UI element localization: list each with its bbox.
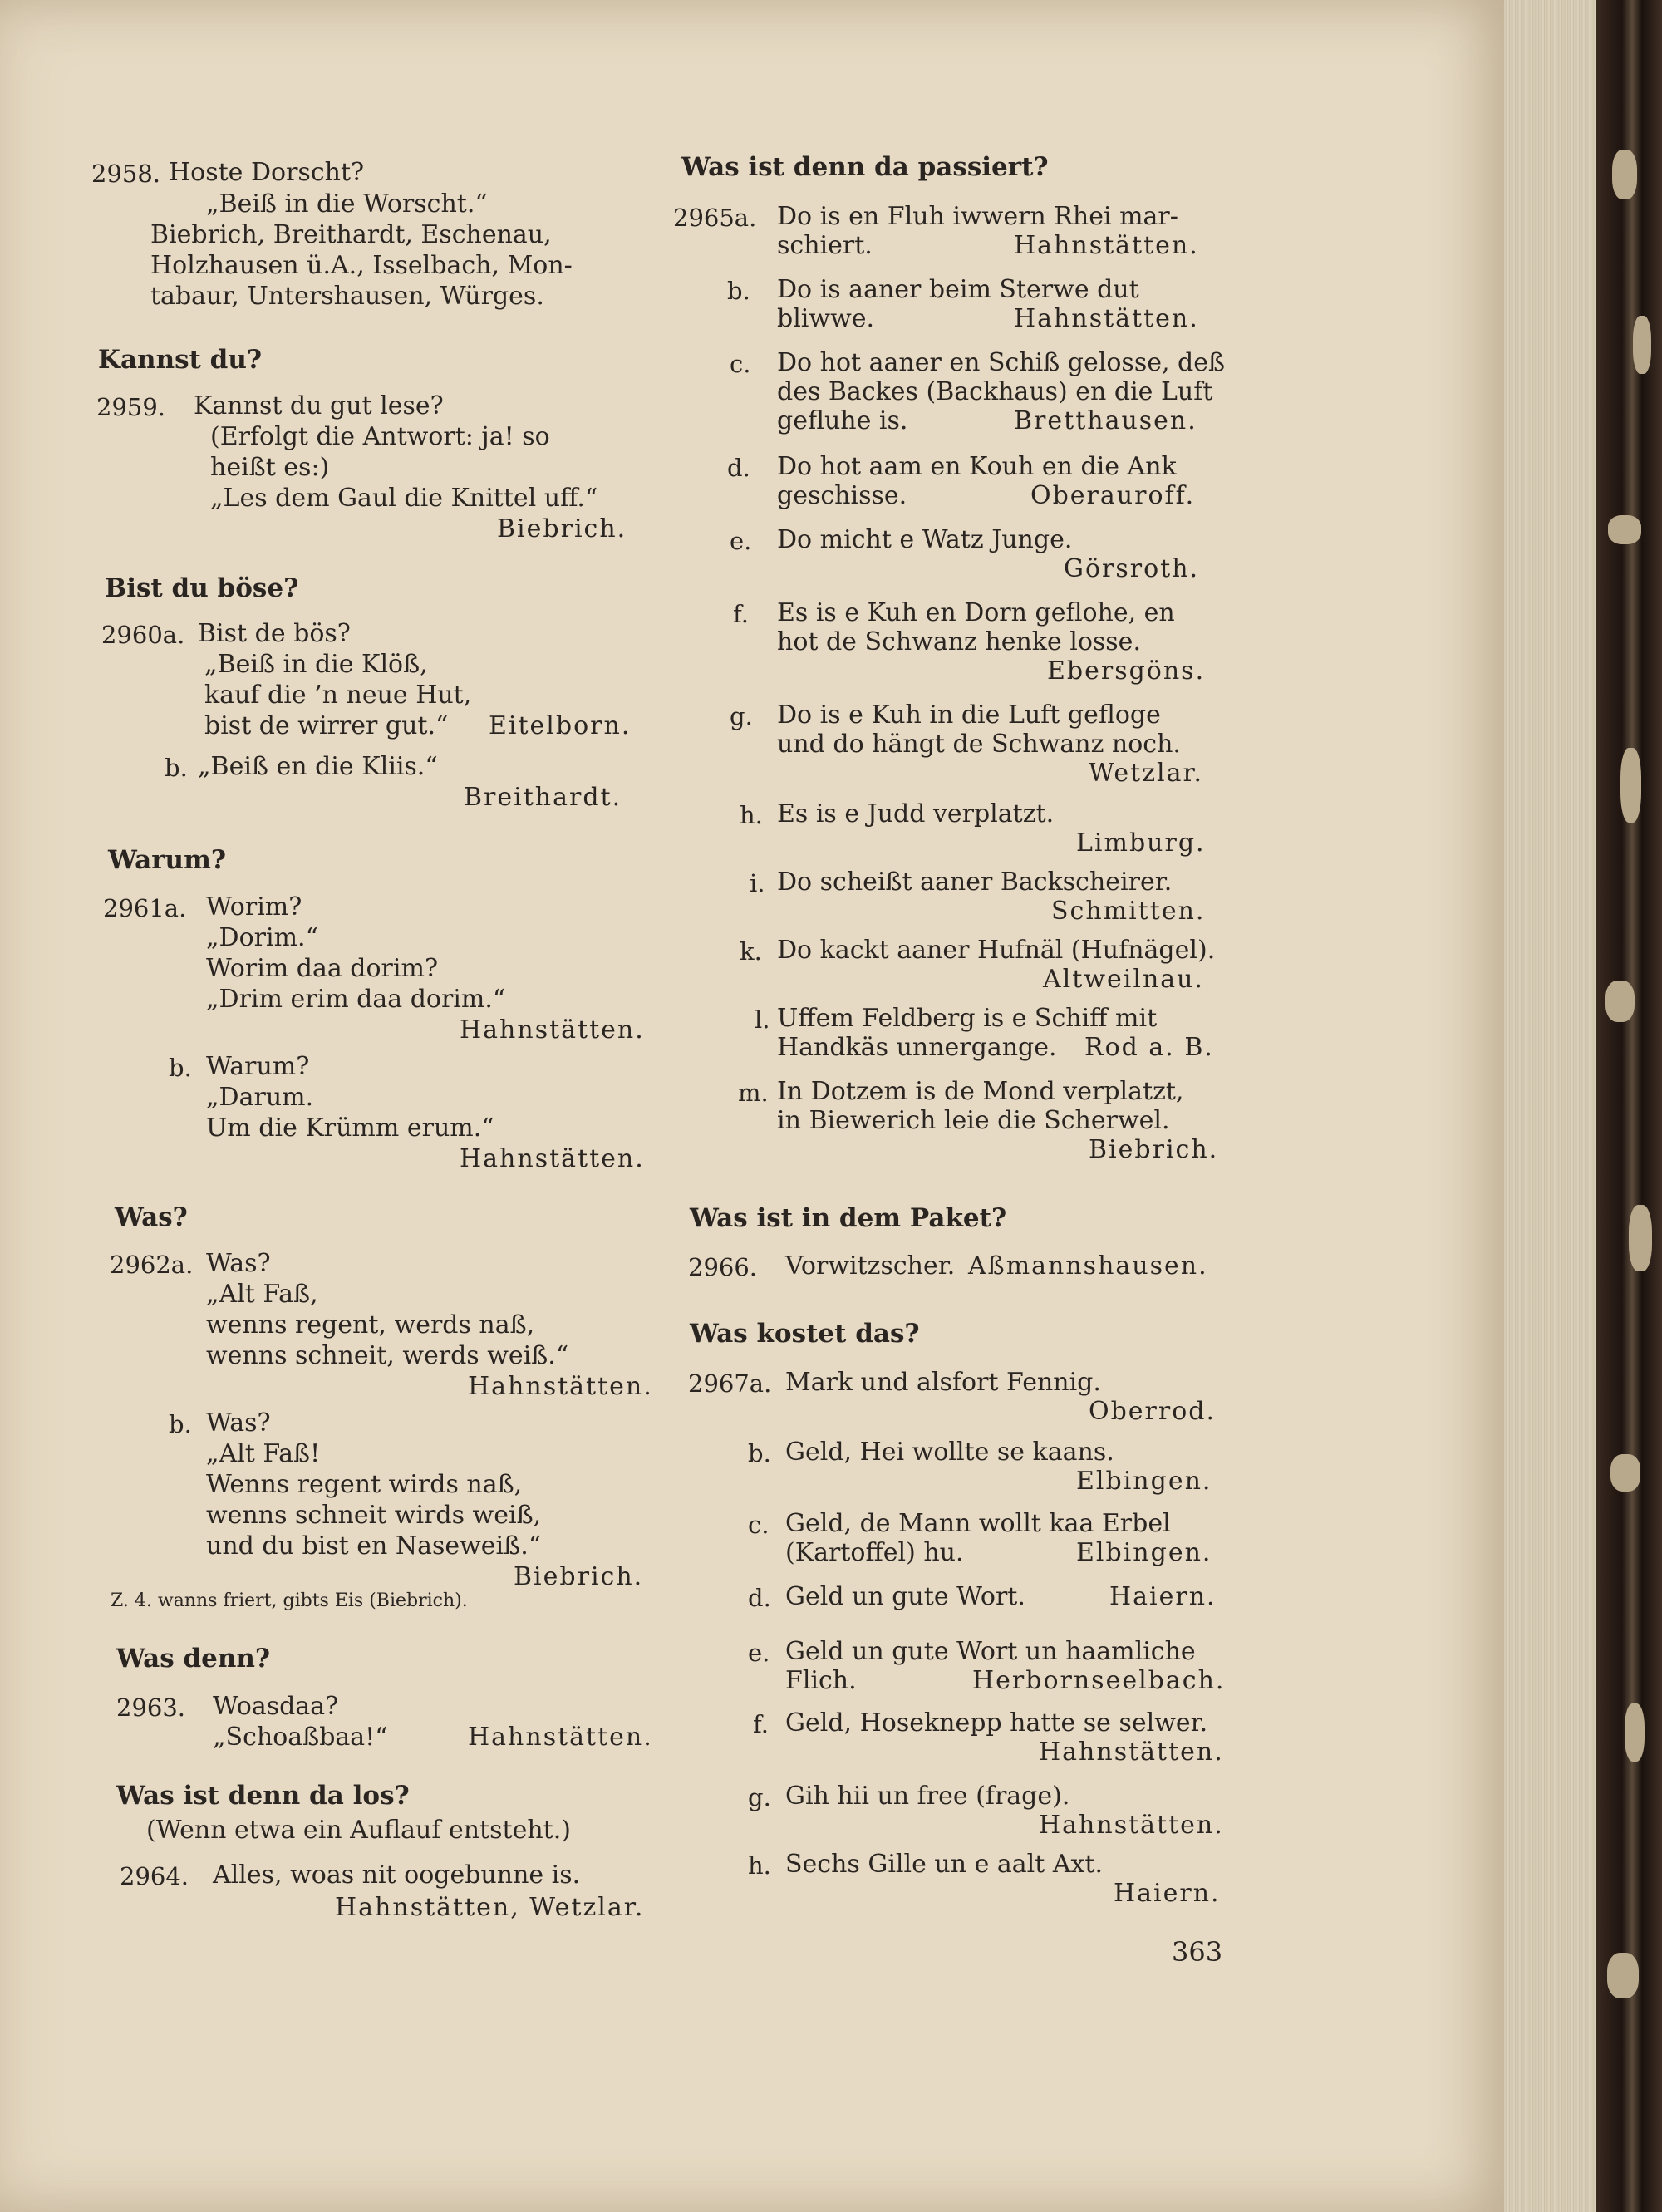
entry-number: c. bbox=[748, 1511, 770, 1539]
section-heading: Warum? bbox=[108, 845, 227, 875]
entry-line: Do is aaner beim Sterwe dut bbox=[777, 275, 1139, 304]
entry-number: b. bbox=[165, 754, 188, 782]
entry-line: Es is e Kuh en Dorn geflohe, en bbox=[777, 598, 1175, 627]
entry-number: 2962a. bbox=[110, 1251, 194, 1279]
entry-number: m. bbox=[738, 1079, 769, 1107]
entry-number: 2966. bbox=[688, 1253, 758, 1281]
place-name: Biebrich. bbox=[514, 1562, 644, 1591]
entry-number: 2958. bbox=[91, 160, 161, 188]
place-name: Hahnstätten. bbox=[1014, 231, 1199, 260]
entry-line: geschisse. bbox=[777, 481, 907, 510]
place-name: Aßmannshausen. bbox=[968, 1251, 1208, 1281]
entry-line: Geld un gute Wort un haamliche bbox=[785, 1637, 1196, 1666]
entry-line: (Kartoffel) hu. bbox=[785, 1538, 964, 1567]
entry-line: „Schoaßbaa!“ bbox=[213, 1723, 388, 1752]
entry-line: wenns schneit, werds weiß.“ bbox=[206, 1341, 569, 1370]
place-name: Bretthausen. bbox=[1014, 406, 1197, 435]
place-name: Haiern. bbox=[1114, 1879, 1221, 1908]
entry-line: In Dotzem is de Mond verplatzt, bbox=[777, 1077, 1184, 1106]
place-name: Limburg. bbox=[1076, 828, 1206, 858]
entry-number: h. bbox=[748, 1851, 771, 1880]
place-name: Rod a. B. bbox=[1084, 1033, 1214, 1062]
entry-line: Warum? bbox=[206, 1052, 310, 1081]
entry-number: g. bbox=[748, 1783, 771, 1811]
entry-line: Vorwitzscher. bbox=[785, 1251, 956, 1281]
entry-line: Do hot aam en Kouh en die Ank bbox=[777, 452, 1177, 481]
entry-number: g. bbox=[730, 702, 753, 730]
entry-line: Geld, de Mann wollt kaa Erbel bbox=[785, 1509, 1171, 1538]
entry-number: 2964. bbox=[120, 1862, 189, 1890]
entry-number: k. bbox=[740, 937, 762, 966]
entry-line: heißt es:) bbox=[210, 453, 330, 482]
entry-line: bliwwe. bbox=[777, 304, 875, 333]
entry-number: f. bbox=[733, 600, 749, 628]
entry-number: e. bbox=[730, 527, 752, 555]
entry-line: „Alt Faß! bbox=[206, 1439, 321, 1468]
entry-line: Handkäs unnergange. bbox=[777, 1033, 1057, 1062]
footnote: Z. 4. wanns friert, gibts Eis (Biebrich). bbox=[111, 1590, 468, 1611]
entry-line: Biebrich, Breithardt, Eschenau, bbox=[150, 220, 552, 249]
place-name: Hahnstätten. bbox=[468, 1723, 653, 1752]
entry-line: Was? bbox=[206, 1408, 271, 1438]
section-heading: Was denn? bbox=[116, 1644, 271, 1674]
entry-line: „Beiß in die Klöß, bbox=[204, 650, 428, 679]
entry-line: Geld un gute Wort. bbox=[785, 1582, 1025, 1611]
entry-number: f. bbox=[753, 1710, 769, 1738]
entry-line: tabaur, Untershausen, Würges. bbox=[150, 282, 544, 311]
entry-line: Do hot aaner en Schiß gelosse, deß bbox=[777, 348, 1226, 377]
place-name: Görsroth. bbox=[1064, 554, 1200, 583]
entry-line: wenns schneit wirds weiß, bbox=[206, 1501, 542, 1530]
section-heading: Kannst du? bbox=[98, 345, 263, 375]
entry-line: und du bist en Naseweiß.“ bbox=[206, 1531, 542, 1561]
entry-line: Mark und alsfort Fennig. bbox=[785, 1368, 1101, 1397]
entry-number: h. bbox=[740, 801, 763, 829]
place-name: Oberauroff. bbox=[1030, 481, 1196, 510]
entry-line: Hoste Dorscht? bbox=[169, 158, 365, 187]
entry-number: b. bbox=[727, 277, 750, 305]
section-heading: Was ist denn da los? bbox=[116, 1781, 410, 1811]
entry-number: b. bbox=[169, 1054, 192, 1082]
entry-line: schiert. bbox=[777, 231, 873, 260]
place-name: Schmitten. bbox=[1051, 897, 1206, 926]
entry-line: in Biewerich leie die Scherwel. bbox=[777, 1106, 1170, 1135]
entry-line: kauf die ’n neue Hut, bbox=[204, 681, 472, 710]
entry-line: gefluhe is. bbox=[777, 406, 908, 435]
entry-line: Worim? bbox=[206, 892, 302, 922]
entry-line: Bist de bös? bbox=[198, 619, 351, 648]
entry-line: des Backes (Backhaus) en die Luft bbox=[777, 377, 1213, 406]
entry-line: „Darum. bbox=[206, 1083, 314, 1112]
section-subheading: (Wenn etwa ein Auflauf entsteht.) bbox=[146, 1816, 571, 1845]
section-heading: Was kostet das? bbox=[690, 1319, 920, 1349]
place-name: Hahnstätten. bbox=[1039, 1811, 1224, 1840]
entry-number: b. bbox=[169, 1410, 192, 1438]
entry-line: Do kackt aaner Hufnäl (Hufnägel). bbox=[777, 936, 1216, 965]
place-name: Hahnstätten. bbox=[468, 1372, 653, 1401]
entry-line: und do hängt de Schwanz noch. bbox=[777, 730, 1181, 759]
entry-number: d. bbox=[727, 454, 750, 482]
entry-number: 2963. bbox=[116, 1693, 186, 1722]
place-name: Altweilnau. bbox=[1043, 965, 1205, 994]
entry-line: wenns regent, werds naß, bbox=[206, 1310, 535, 1339]
entry-line: (Erfolgt die Antwort: ja! so bbox=[210, 422, 550, 451]
entry-line: „Les dem Gaul die Knittel uff.“ bbox=[210, 484, 598, 513]
entry-number: b. bbox=[748, 1439, 771, 1467]
entry-line: „Beiß en die Kliis.“ bbox=[198, 752, 438, 781]
entry-line: Kannst du gut lese? bbox=[194, 391, 444, 420]
entry-line: Wenns regent wirds naß, bbox=[206, 1470, 523, 1499]
entry-number: i. bbox=[750, 869, 765, 897]
section-heading: Was ist in dem Paket? bbox=[690, 1203, 1007, 1233]
place-name: Herbornseelbach. bbox=[972, 1666, 1226, 1695]
entry-line: Uffem Feldberg is e Schiff mit bbox=[777, 1004, 1158, 1033]
section-heading: Was ist denn da passiert? bbox=[681, 152, 1049, 182]
entry-line: Geld, Hei wollte se kaans. bbox=[785, 1438, 1114, 1467]
place-name: Biebrich. bbox=[1089, 1135, 1219, 1164]
entry-line: Do scheißt aaner Backscheirer. bbox=[777, 868, 1173, 897]
place-name: Hahnstätten. bbox=[1014, 304, 1199, 333]
place-name: Oberrod. bbox=[1089, 1397, 1217, 1426]
entry-line: Do micht e Watz Junge. bbox=[777, 525, 1073, 554]
place-name: Hahnstätten, Wetzlar. bbox=[335, 1893, 645, 1922]
entry-line: „Beiß in die Worscht.“ bbox=[206, 189, 488, 219]
entry-line: Do is e Kuh in die Luft gefloge bbox=[777, 700, 1161, 730]
place-name: Elbingen. bbox=[1076, 1538, 1212, 1567]
entry-number: 2959. bbox=[96, 393, 166, 421]
entry-line: Es is e Judd verplatzt. bbox=[777, 799, 1055, 828]
entry-line: Woasdaa? bbox=[213, 1692, 339, 1721]
place-name: Breithardt. bbox=[464, 783, 622, 812]
entry-line: „Dorim.“ bbox=[206, 923, 318, 952]
entry-number: 2961a. bbox=[103, 894, 187, 922]
entry-number: 2965a. bbox=[673, 204, 757, 232]
place-name: Hahnstätten. bbox=[460, 1015, 645, 1045]
entry-line: Was? bbox=[206, 1249, 271, 1278]
entry-line: Alles, woas nit oogebunne is. bbox=[213, 1861, 581, 1890]
entry-line: Do is en Fluh iwwern Rhei mar- bbox=[777, 202, 1178, 231]
entry-number: c. bbox=[730, 350, 751, 378]
section-heading: Was? bbox=[115, 1202, 188, 1232]
entry-line: Um die Krümm erum.“ bbox=[206, 1113, 494, 1143]
page-number: 363 bbox=[1172, 1936, 1223, 1968]
place-name: Elbingen. bbox=[1076, 1467, 1212, 1496]
place-name: Eitelborn. bbox=[489, 711, 632, 740]
section-heading: Bist du böse? bbox=[105, 573, 299, 603]
book-cover bbox=[1596, 0, 1662, 2212]
entry-line: Holzhausen ü.A., Isselbach, Mon- bbox=[150, 251, 573, 280]
entry-line: hot de Schwanz henke losse. bbox=[777, 627, 1141, 656]
entry-number: l. bbox=[755, 1005, 770, 1034]
entry-number: e. bbox=[748, 1639, 770, 1667]
entry-number: d. bbox=[748, 1584, 771, 1612]
entry-line: Worim daa dorim? bbox=[206, 954, 439, 983]
place-name: Wetzlar. bbox=[1089, 759, 1204, 788]
entry-line: Gih hii un free (frage). bbox=[785, 1782, 1070, 1811]
entry-line: bist de wirrer gut.“ bbox=[204, 711, 449, 740]
entry-line: Flich. bbox=[785, 1666, 857, 1695]
place-name: Biebrich. bbox=[497, 514, 627, 543]
entry-line: Geld, Hoseknepp hatte se selwer. bbox=[785, 1708, 1208, 1738]
entry-line: „Alt Faß, bbox=[206, 1280, 318, 1309]
entry-number: 2967a. bbox=[688, 1369, 772, 1398]
place-name: Hahnstätten. bbox=[1039, 1738, 1224, 1767]
entry-number: 2960a. bbox=[101, 621, 185, 649]
page-edges bbox=[1504, 0, 1596, 2212]
place-name: Haiern. bbox=[1109, 1582, 1217, 1611]
entry-line: „Drim erim daa dorim.“ bbox=[206, 985, 506, 1014]
entry-line: Sechs Gille un e aalt Axt. bbox=[785, 1850, 1104, 1879]
place-name: Ebersgöns. bbox=[1047, 656, 1206, 686]
place-name: Hahnstätten. bbox=[460, 1144, 645, 1173]
